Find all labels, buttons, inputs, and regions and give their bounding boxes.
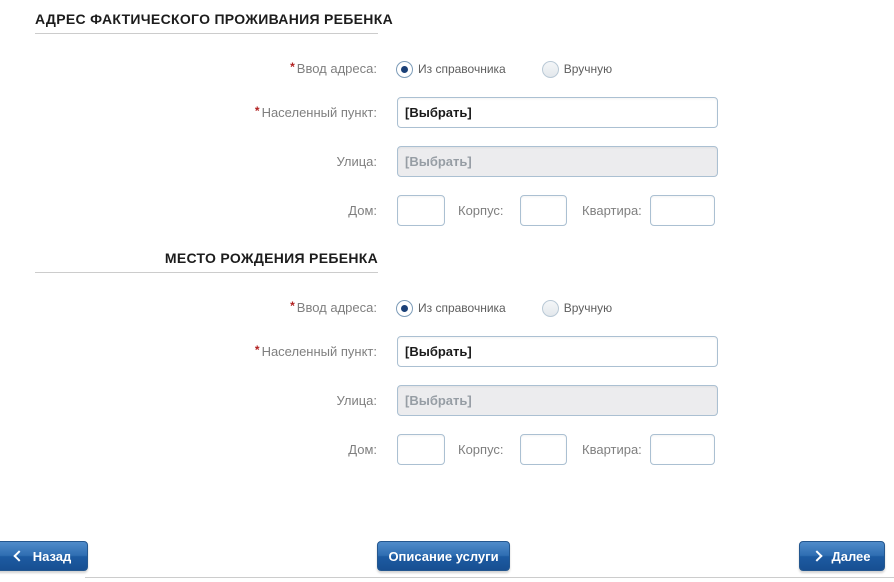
radio-pair — [542, 300, 612, 317]
birth-street-input — [397, 385, 718, 416]
residence-manual-radio-label[interactable]: Вручную — [563, 62, 613, 76]
birth-directory-radio[interactable] — [396, 300, 413, 317]
address-entry-label: * Ввод адреса: — [290, 299, 377, 315]
birth-settlement-input[interactable] — [397, 336, 718, 367]
birth-house-input[interactable] — [397, 434, 445, 465]
section-title-birth-place: МЕСТО РОЖДЕНИЯ РЕБЕНКА — [164, 250, 378, 266]
bottom-divider — [85, 577, 894, 578]
residence-directory-radio-label[interactable]: Из справочника — [418, 62, 506, 76]
birth-directory-radio-label[interactable]: Из справочника — [418, 301, 506, 315]
residence-directory-radio[interactable] — [396, 61, 413, 78]
section-title-residence-address: АДРЕС ФАКТИЧЕСКОГО ПРОЖИВАНИЯ РЕБЕНКА — [35, 11, 393, 27]
apartment-label: Квартира: — [582, 203, 642, 218]
birth-address-entry-radio-group — [396, 299, 612, 317]
radio-pair — [542, 61, 612, 78]
residence-building-input[interactable] — [520, 195, 567, 226]
house-label: Дом: — [348, 442, 377, 457]
residence-manual-radio[interactable] — [542, 61, 559, 78]
section-divider — [35, 33, 378, 34]
service-description-button[interactable]: Описание услуги — [377, 541, 510, 571]
residence-settlement-input[interactable] — [397, 97, 718, 128]
required-marker: * — [290, 299, 295, 313]
residence-address-entry-radio-group — [396, 60, 612, 78]
birth-manual-radio[interactable] — [542, 300, 559, 317]
settlement-label: * Населенный пункт: — [254, 343, 377, 359]
building-label: Корпус: — [458, 442, 504, 457]
street-label: Улица: — [336, 393, 377, 408]
required-marker: * — [254, 343, 260, 357]
birth-building-input[interactable] — [520, 434, 567, 465]
back-button[interactable]: Назад — [0, 541, 88, 571]
street-label: Улица: — [336, 154, 377, 169]
required-marker: * — [254, 104, 260, 118]
radio-pair — [396, 61, 506, 78]
birth-manual-radio-label[interactable]: Вручную — [563, 301, 613, 315]
residence-apartment-input[interactable] — [650, 195, 715, 226]
chevron-right-icon — [812, 550, 823, 561]
building-label: Корпус: — [458, 203, 504, 218]
required-marker: * — [290, 60, 295, 74]
residence-house-input[interactable] — [397, 195, 445, 226]
chevron-left-icon — [13, 550, 24, 561]
settlement-label: * Населенный пункт: — [254, 104, 377, 120]
residence-street-input — [397, 146, 718, 177]
address-entry-label: * Ввод адреса: — [290, 60, 377, 76]
radio-pair — [396, 300, 506, 317]
next-button[interactable]: Далее — [799, 541, 885, 571]
apartment-label: Квартира: — [582, 442, 642, 457]
house-label: Дом: — [348, 203, 377, 218]
section-divider — [35, 272, 378, 273]
birth-apartment-input[interactable] — [650, 434, 715, 465]
